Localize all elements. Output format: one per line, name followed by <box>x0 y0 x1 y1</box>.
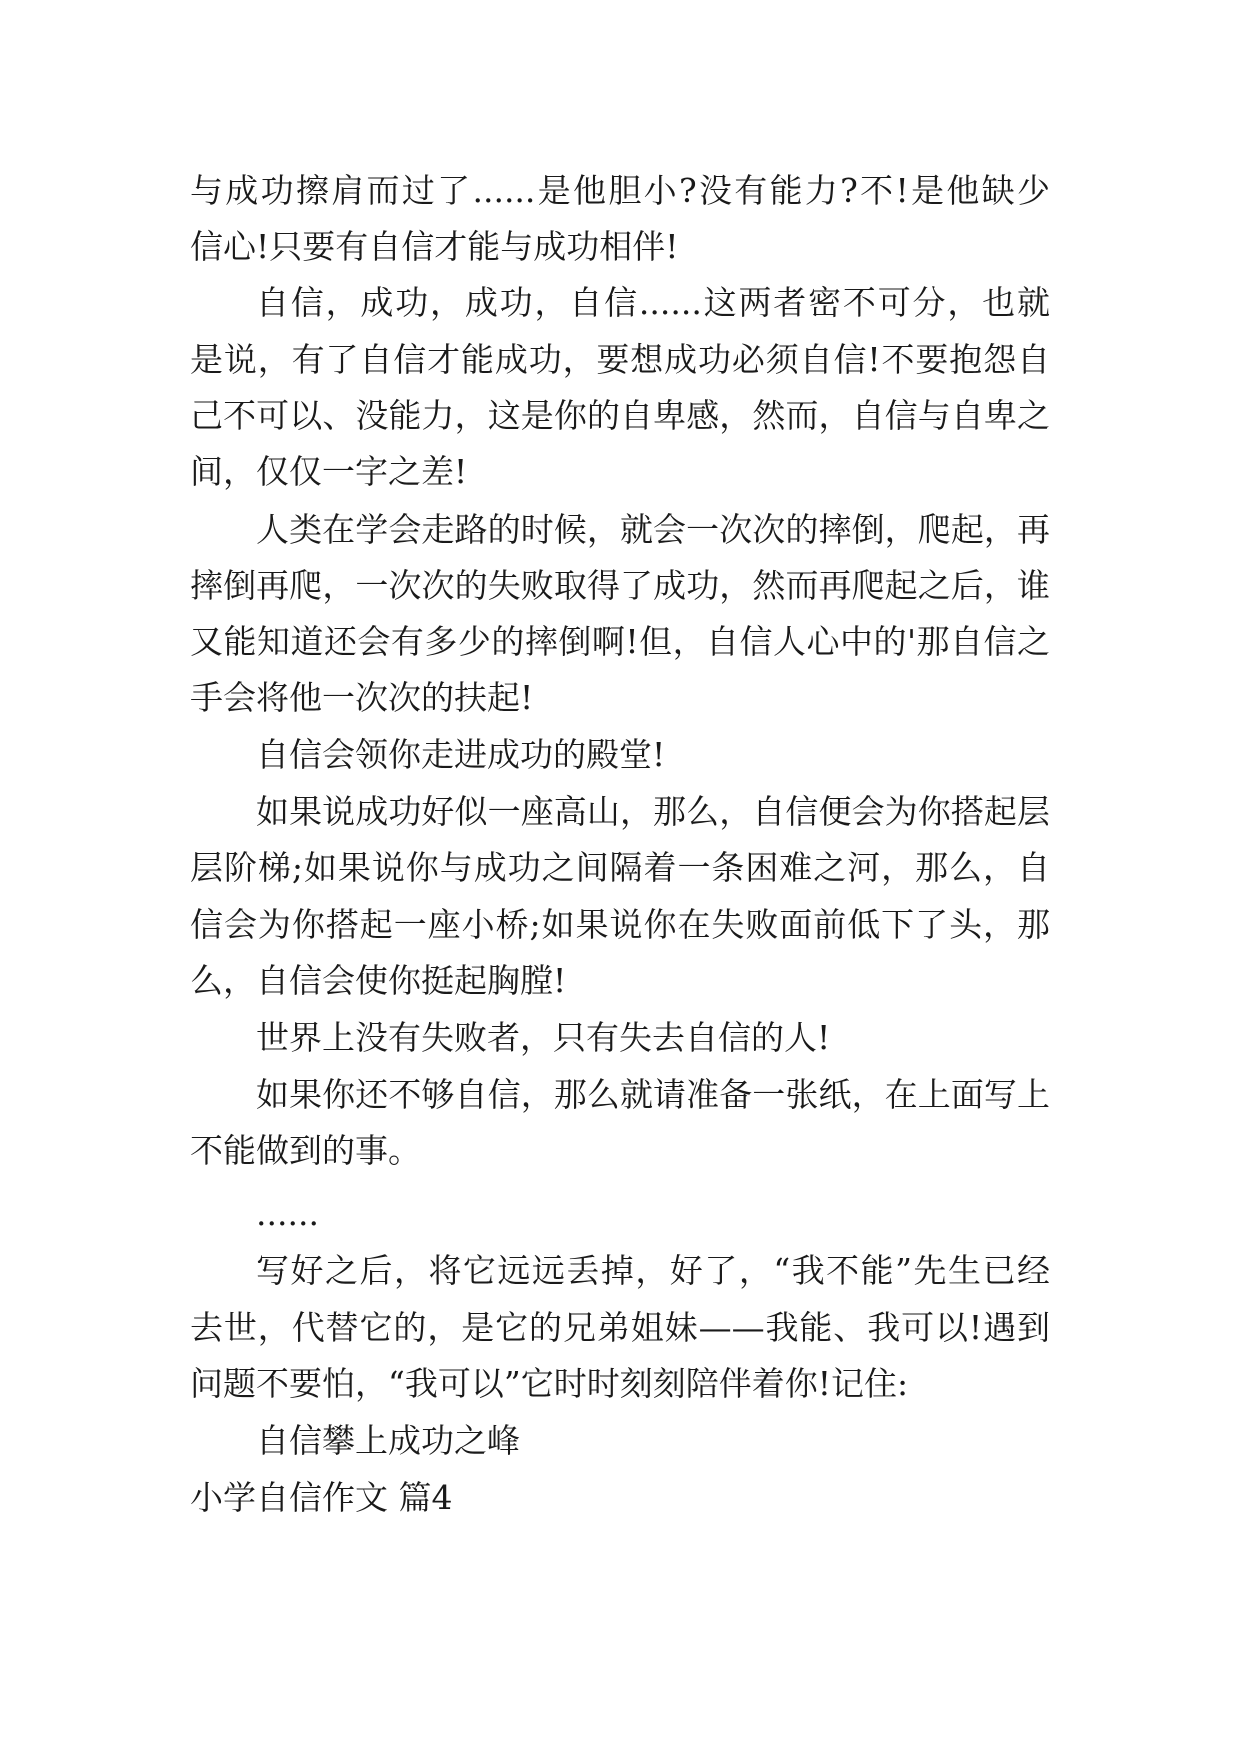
paragraph-first-line: 自信会领你走进成功的殿堂! <box>256 735 666 774</box>
text-line: 信心!只要有自信才能与成功相伴! <box>190 227 679 266</box>
text-line: 么，自信会使你挺起胸膛! <box>190 961 567 1000</box>
text-line: 间，仅仅一字之差! <box>190 452 468 491</box>
text-line: 信会为你搭起一座小桥;如果说你在失败面前低下了头，那 <box>190 905 1050 944</box>
text-line: 层阶梯;如果说你与成功之间隔着一条困难之河，那么，自 <box>190 848 1050 887</box>
paragraph-first-line: 自信，成功，成功，自信......这两者密不可分，也就 <box>256 283 1050 322</box>
paragraph-first-line: 写好之后，将它远远丢掉，好了，“我不能”先生已经 <box>256 1251 1050 1290</box>
paragraph-first-line: 如果说成功好似一座高山，那么，自信便会为你搭起层 <box>256 792 1050 831</box>
text-line: 问题不要怕，“我可以”它时时刻刻陪伴着你!记住: <box>190 1364 909 1403</box>
paragraph-first-line: 世界上没有失败者，只有失去自信的人! <box>256 1018 831 1057</box>
text-line: 又能知道还会有多少的摔倒啊!但，自信人心中的'那自信之 <box>190 622 1050 661</box>
text-line: 与成功擦肩而过了......是他胆小?没有能力?不!是他缺少 <box>190 171 1050 210</box>
paragraph-first-line: 人类在学会走路的时候，就会一次次的摔倒，爬起，再 <box>256 510 1050 549</box>
paragraph-first-line: 如果你还不够自信，那么就请准备一张纸，在上面写上 <box>256 1075 1050 1114</box>
text-line: 摔倒再爬，一次次的失败取得了成功，然而再爬起之后，谁 <box>190 566 1050 605</box>
text-line: 己不可以、没能力，这是你的自卑感，然而，自信与自卑之 <box>190 396 1050 435</box>
text-line: 去世，代替它的，是它的兄弟姐妹——我能、我可以!遇到 <box>190 1308 1050 1347</box>
section-heading: 小学自信作文 篇4 <box>190 1478 453 1517</box>
text-line: 是说，有了自信才能成功，要想成功必须自信!不要抱怨自 <box>190 340 1050 379</box>
text-line: 手会将他一次次的扶起! <box>190 678 534 717</box>
text-line: 不能做到的事。 <box>190 1131 421 1170</box>
paragraph-first-line: 自信攀上成功之峰 <box>256 1421 520 1460</box>
ellipsis-line: ...... <box>256 1194 319 1233</box>
